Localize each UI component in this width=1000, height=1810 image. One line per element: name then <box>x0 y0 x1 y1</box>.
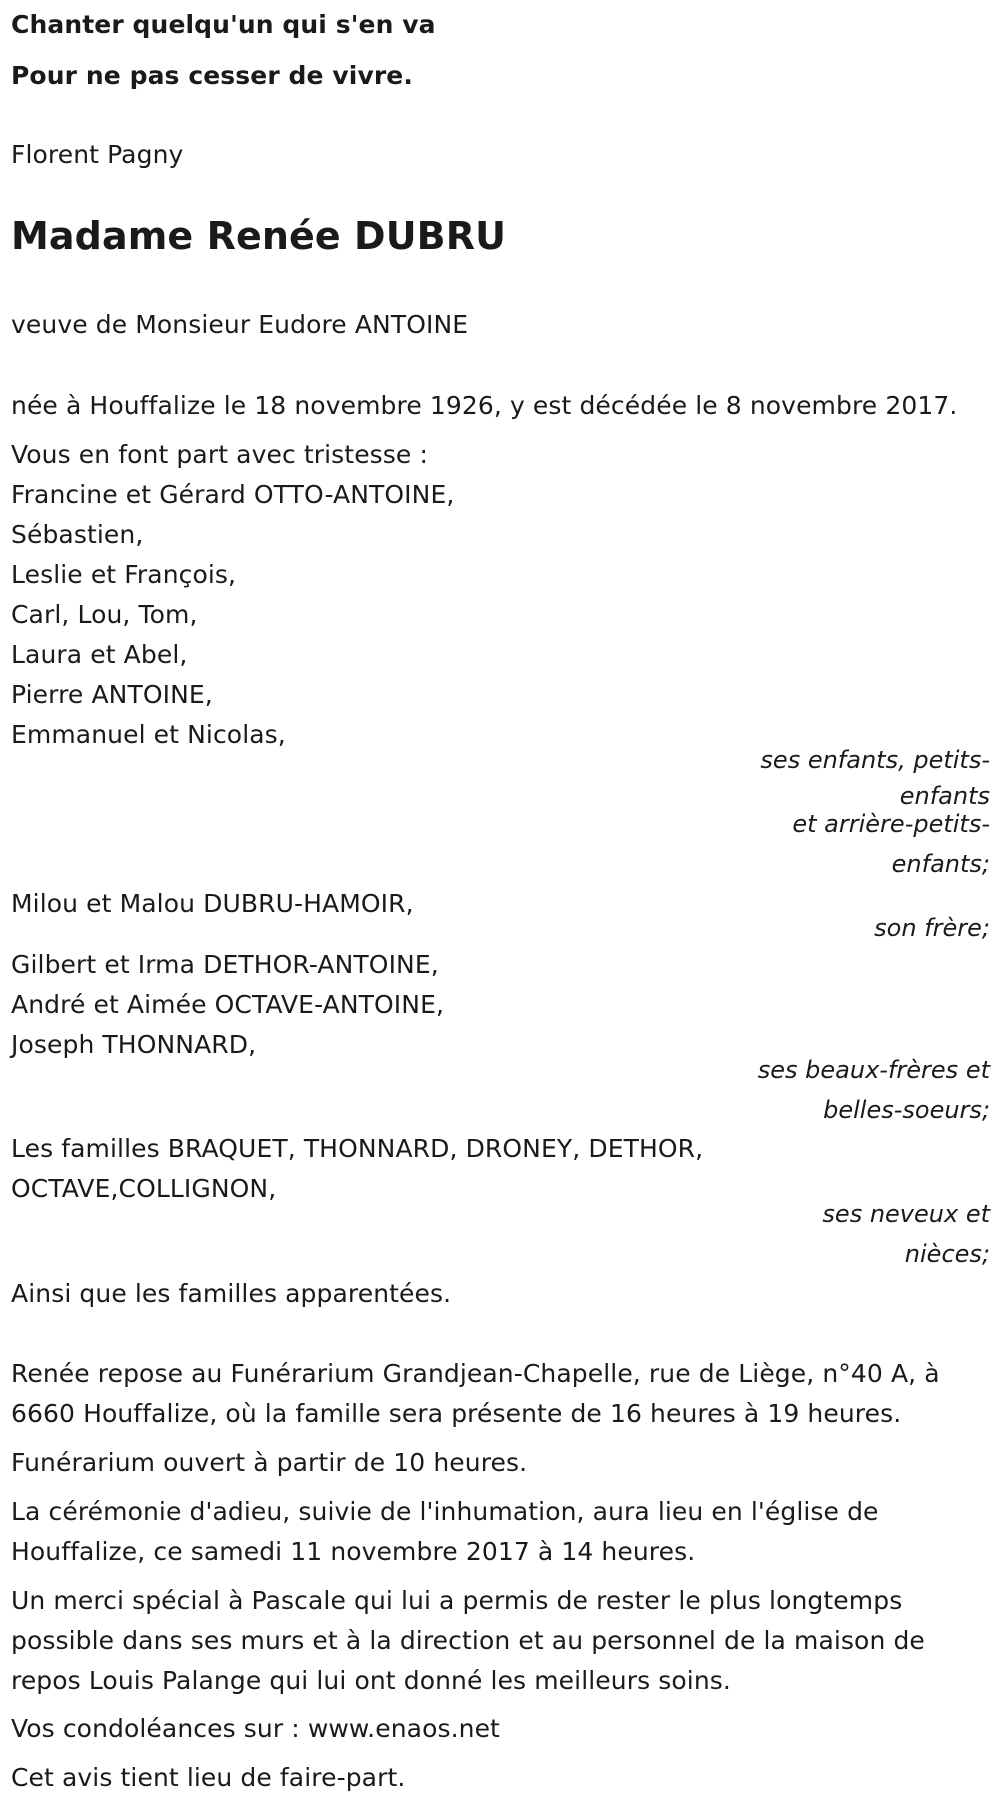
closing-line: Cet avis tient lieu de faire-part. <box>11 1763 406 1792</box>
relation-label: enfants <box>899 782 990 810</box>
relation-label: belles-soeurs; <box>823 1096 990 1124</box>
opening-hours: Funérarium ouvert à partir de 10 heures. <box>11 1448 528 1477</box>
relation-label: son frère; <box>874 914 990 942</box>
quote-author: Florent Pagny <box>11 140 184 169</box>
family-name-line: Gilbert et Irma DETHOR-ANTOINE, <box>11 950 439 979</box>
ceremony-line: La cérémonie d'adieu, suivie de l'inhumation, aura lieu en l'église de <box>11 1497 879 1526</box>
repose-line: 6660 Houffalize, où la famille sera présente de 16 heures à 19 heures. <box>11 1399 902 1428</box>
thanks-line: repos Louis Palange qui lui ont donné les meilleurs soins. <box>11 1666 731 1695</box>
repose-line: Renée repose au Funérarium Grandjean-Chapelle, rue de Liège, n°40 A, à <box>11 1359 940 1388</box>
birth-death-dates: née à Houffalize le 18 novembre 1926, y est décédée le 8 novembre 2017. <box>11 391 958 420</box>
family-name-line: Laura et Abel, <box>11 640 188 669</box>
relation-label: et arrière-petits- <box>792 810 990 838</box>
family-name-line: Pierre ANTOINE, <box>11 680 213 709</box>
family-name-line: Leslie et François, <box>11 560 237 589</box>
family-name-line: Milou et Malou DUBRU-HAMOIR, <box>11 889 414 918</box>
relation-label: nièces; <box>904 1240 990 1268</box>
family-name-line: André et Aimée OCTAVE-ANTOINE, <box>11 990 445 1019</box>
relation-label: ses neveux et <box>822 1200 990 1228</box>
quote-line-1: Chanter quelqu'un qui s'en va <box>11 10 436 39</box>
family-name-line: Carl, Lou, Tom, <box>11 600 198 629</box>
relation-label: enfants; <box>891 850 990 878</box>
thanks-line: Un merci spécial à Pascale qui lui a permis de rester le plus longtemps <box>11 1586 903 1615</box>
ceremony-line: Houffalize, ce samedi 11 novembre 2017 à 14 heures. <box>11 1537 696 1566</box>
condolences-line: Vos condoléances sur : www.enaos.net <box>11 1714 500 1743</box>
relation-label: ses beaux-frères et <box>757 1056 990 1084</box>
family-name-line: Joseph THONNARD, <box>11 1030 257 1059</box>
family-name-line: Sébastien, <box>11 520 144 549</box>
relation-label: ses enfants, petits- <box>760 746 990 774</box>
extended-family-line: Ainsi que les familles apparentées. <box>11 1279 452 1308</box>
thanks-line: possible dans ses murs et à la direction et au personnel de la maison de <box>11 1626 925 1655</box>
spouse-line: veuve de Monsieur Eudore ANTOINE <box>11 310 469 339</box>
family-name-line: OCTAVE,COLLIGNON, <box>11 1174 277 1203</box>
quote-line-2: Pour ne pas cesser de vivre. <box>11 61 413 90</box>
family-name-line: Emmanuel et Nicolas, <box>11 720 286 749</box>
announcement-intro: Vous en font part avec tristesse : <box>11 440 428 469</box>
deceased-name: Madame Renée DUBRU <box>11 214 507 258</box>
family-name-line: Francine et Gérard OTTO-ANTOINE, <box>11 480 455 509</box>
family-name-line: Les familles BRAQUET, THONNARD, DRONEY, DETHOR, <box>11 1134 704 1163</box>
